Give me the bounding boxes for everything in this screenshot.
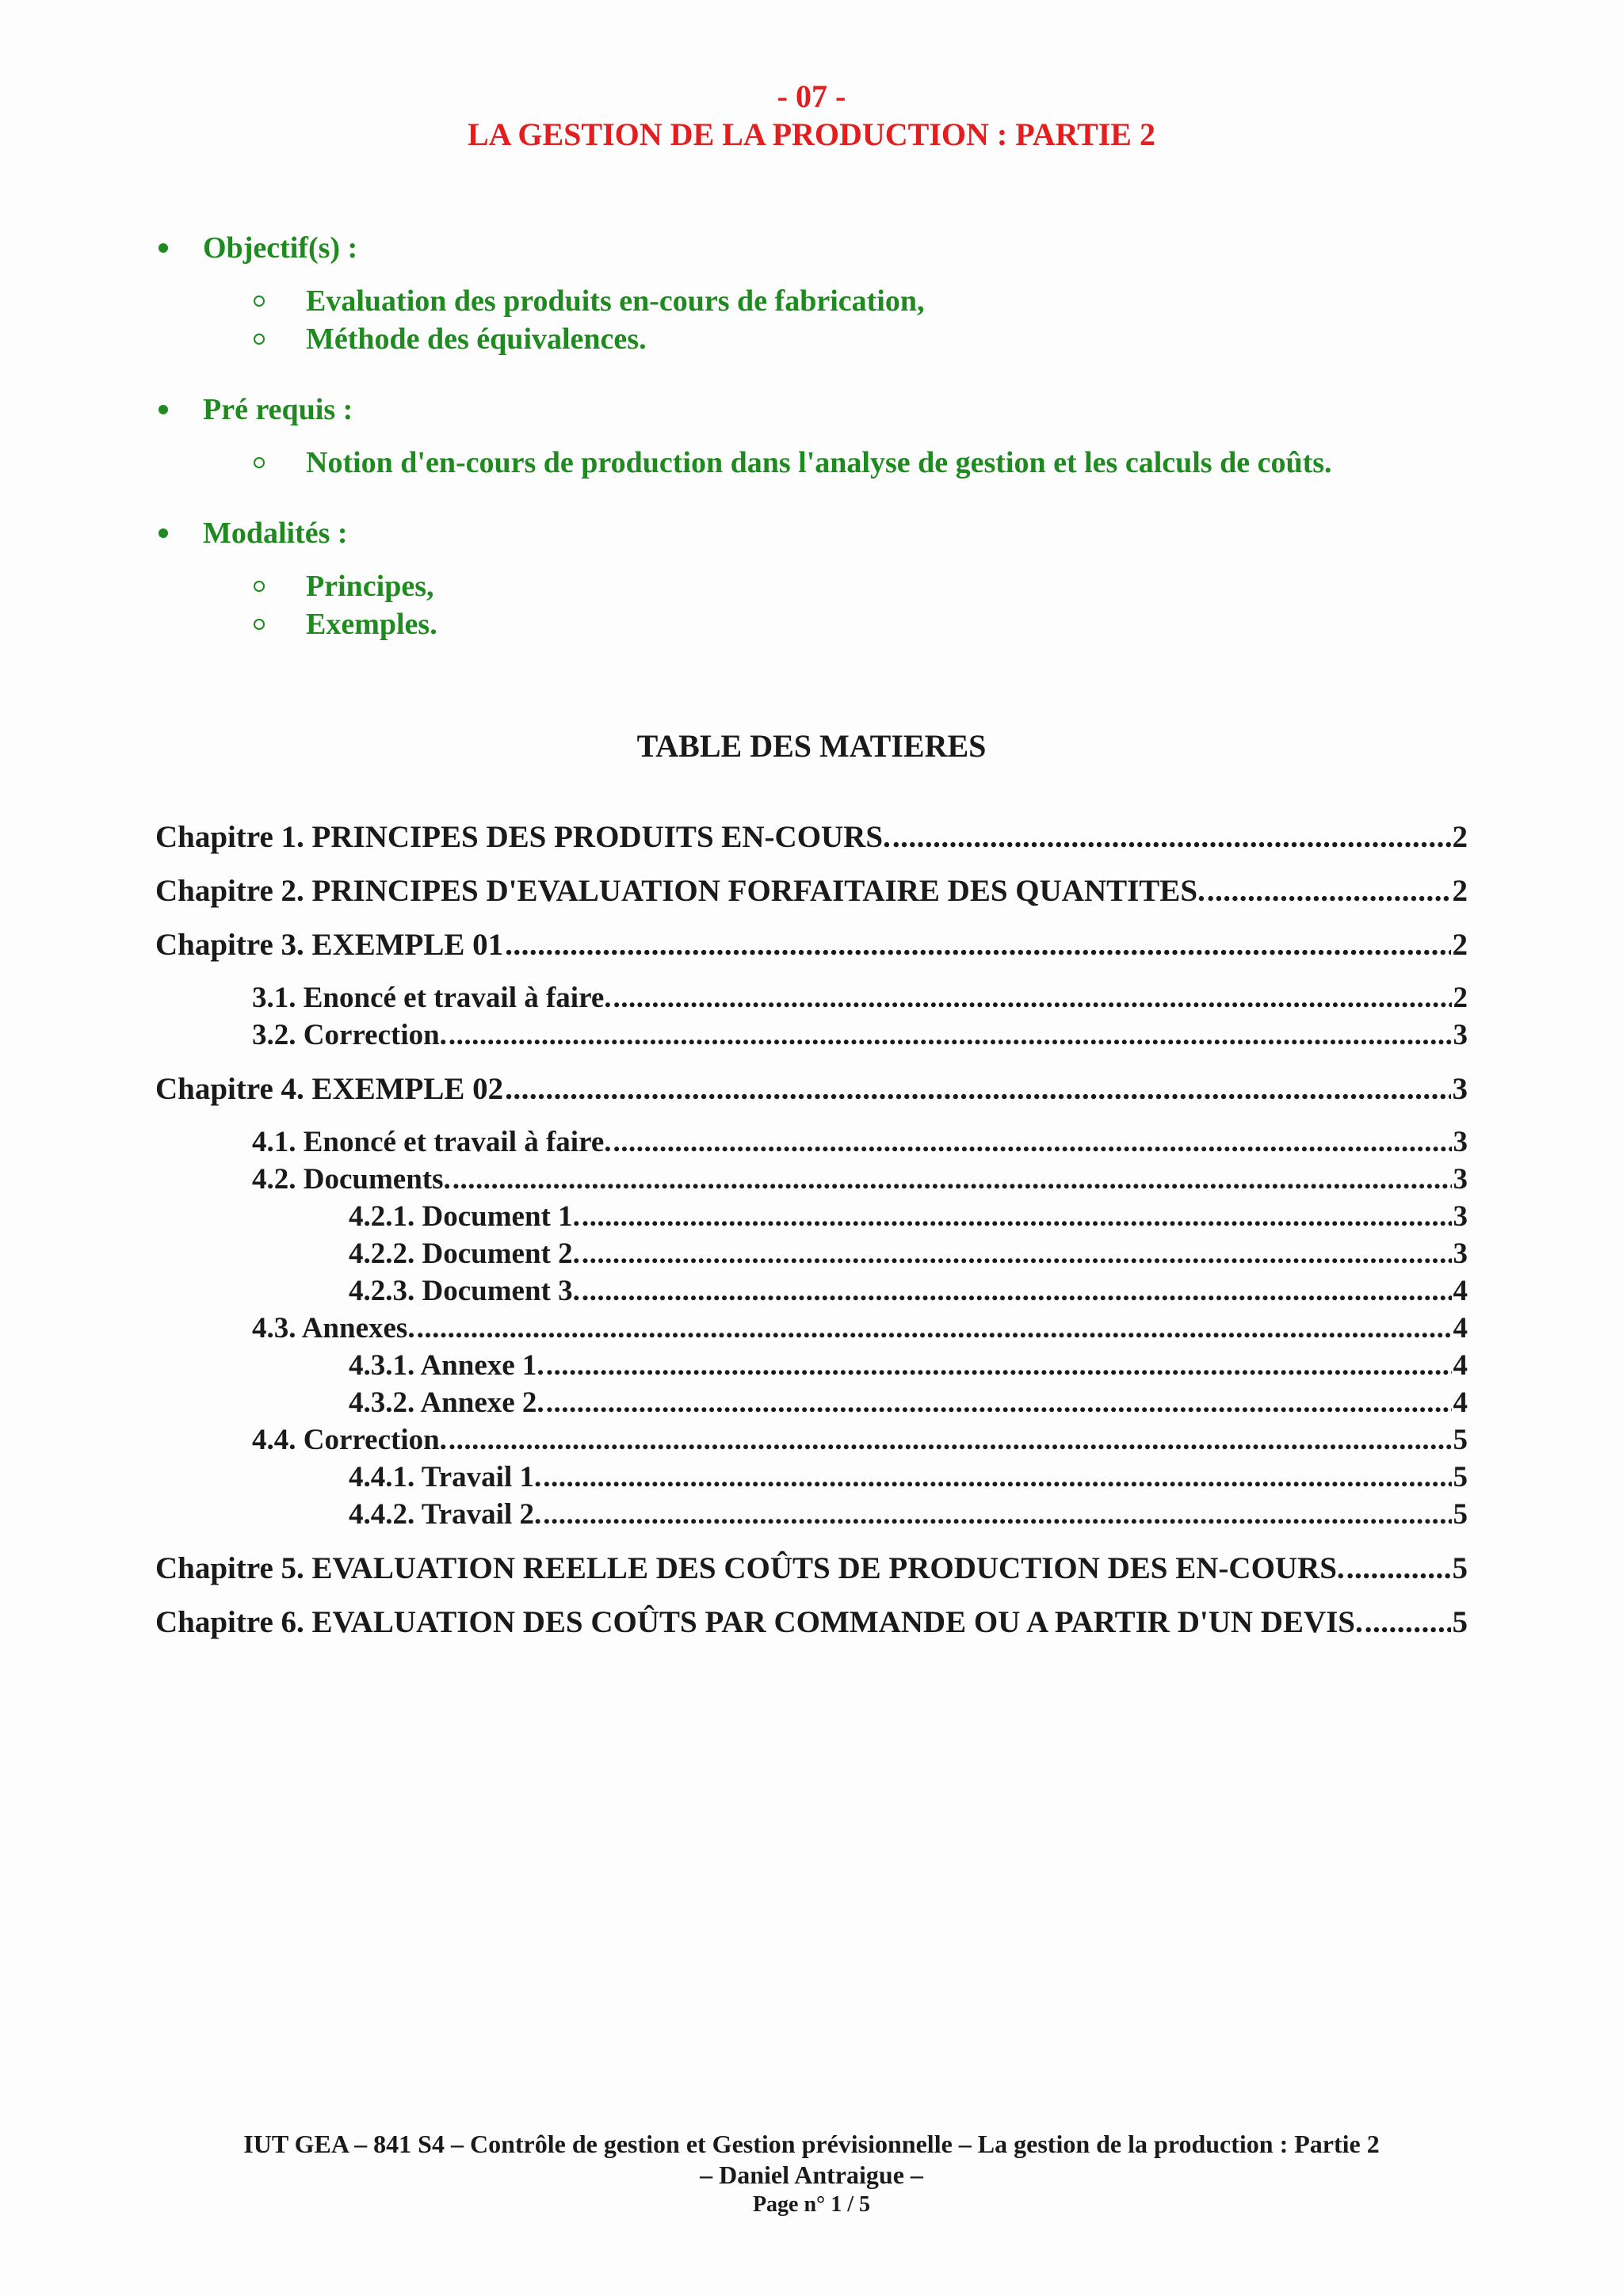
toc-leader [449,1423,1452,1457]
objectives-heading: Objectif(s) : [155,225,1503,271]
circle-bullet-icon [254,296,265,307]
prerequisites-heading: Pré requis : [155,387,1503,433]
toc-entry-chapter-1[interactable]: Chapitre 1. PRINCIPES DES PRODUITS EN-COURS. ..... 2 [155,819,1468,857]
objectives-list [155,282,1503,358]
toc-leader [505,927,1450,963]
toc-entry-4-4[interactable]: 4.4. Correction. ..... 5 [155,1423,1468,1460]
objective-item: Evaluation des produits en-cours de fabrication, [254,282,1503,320]
table-of-contents [155,819,1468,1642]
toc-leader [1207,873,1451,909]
objective-item: Méthode des équivalences. [254,320,1503,358]
toc-entry-3-2[interactable]: 3.2. Correction. ..... 3 [155,1018,1468,1055]
footer-course: IUT GEA – 841 S4 – Contrôle de gestion et Gestion prévisionnelle – La gestion de la production : Partie 2 [243,2130,1380,2158]
toc-leader [613,1125,1452,1159]
toc-entry-4-2-3[interactable]: 4.2.3. Document 3. ..... 4 [155,1274,1468,1311]
modalities-block [155,510,1503,643]
objectives-block [155,225,1503,358]
toc-entry-chapter-3[interactable]: Chapitre 3. EXEMPLE 01 ..... 2 [155,927,1468,965]
toc-leader [449,1018,1452,1052]
circle-bullet-icon [254,334,265,345]
page-footer [0,2128,1623,2220]
circle-bullet-icon [254,457,265,468]
bullet-icon [158,243,168,253]
prerequisite-item: Notion d'en-cours de production dans l'analyse de gestion et les calculs de coûts. [254,444,1503,482]
toc-entry-4-3-1[interactable]: 4.3.1. Annexe 1. ..... 4 [155,1348,1468,1386]
page-title: LA GESTION DE LA PRODUCTION : PARTIE 2 [468,116,1155,152]
footer-author: – Daniel Antraigue – [700,2161,923,2189]
toc-entry-3-1[interactable]: 3.1. Enoncé et travail à faire. ..... 2 [155,981,1468,1018]
toc-entry-4-2-1[interactable]: 4.2.1. Document 1. ..... 3 [155,1199,1468,1237]
prerequisites-list [155,444,1503,482]
toc-leader [582,1199,1452,1234]
circle-bullet-icon [254,581,265,592]
modalities-heading: Modalités : [155,510,1503,556]
toc-leader [1365,1604,1451,1640]
toc-leader [892,819,1451,855]
toc-entry-chapter-6[interactable]: Chapitre 6. EVALUATION DES COÛTS PAR COMMANDE OU A PARTIR D'UN DEVIS. ..... 5 [155,1604,1468,1642]
toc-leader [613,981,1452,1015]
chapter-number: - 07 - [777,78,846,114]
toc-entry-4-1[interactable]: 4.1. Enoncé et travail à faire. ..... 3 [155,1125,1468,1162]
modality-item: Principes, [254,567,1503,605]
toc-leader [543,1460,1451,1494]
bullet-icon [158,528,168,538]
toc-leader [546,1386,1452,1420]
toc-title: TABLE DES MATIERES [636,728,987,764]
toc-leader [417,1311,1452,1345]
modalities-list [155,567,1503,643]
toc-entry-4-4-2[interactable]: 4.4.2. Travail 2. ..... 5 [155,1497,1468,1535]
toc-entry-4-3-2[interactable]: 4.3.2. Annexe 2. ..... 4 [155,1386,1468,1423]
toc-entry-4-4-1[interactable]: 4.4.1. Travail 1. ..... 5 [155,1460,1468,1497]
toc-entry-4-2[interactable]: 4.2. Documents. ..... 3 [155,1162,1468,1199]
toc-leader [505,1071,1450,1107]
prerequisites-block [155,387,1503,482]
toc-leader [582,1274,1452,1308]
footer-page-number: Page n° 1 / 5 [752,2192,871,2217]
toc-entry-4-2-2[interactable]: 4.2.2. Document 2. ..... 3 [155,1237,1468,1274]
toc-entry-chapter-4[interactable]: Chapitre 4. EXEMPLE 02 ..... 3 [155,1071,1468,1109]
toc-leader [546,1348,1452,1383]
toc-entry-chapter-2[interactable]: Chapitre 2. PRINCIPES D'EVALUATION FORFAITAIRE DES QUANTITES. ..... 2 [155,873,1468,911]
objectives-section [155,225,1503,672]
toc-leader [543,1497,1451,1531]
toc-leader [453,1162,1452,1196]
bullet-icon [158,405,168,414]
toc-leader [1346,1550,1451,1586]
toc-entry-4-3[interactable]: 4.3. Annexes. ..... 4 [155,1311,1468,1348]
circle-bullet-icon [254,619,265,630]
toc-entry-chapter-5[interactable]: Chapitre 5. EVALUATION REELLE DES COÛTS DE PRODUCTION DES EN-COURS. ..... 5 [155,1550,1468,1589]
document-header [0,78,1623,154]
toc-leader [582,1237,1452,1271]
modality-item: Exemples. [254,605,1503,643]
